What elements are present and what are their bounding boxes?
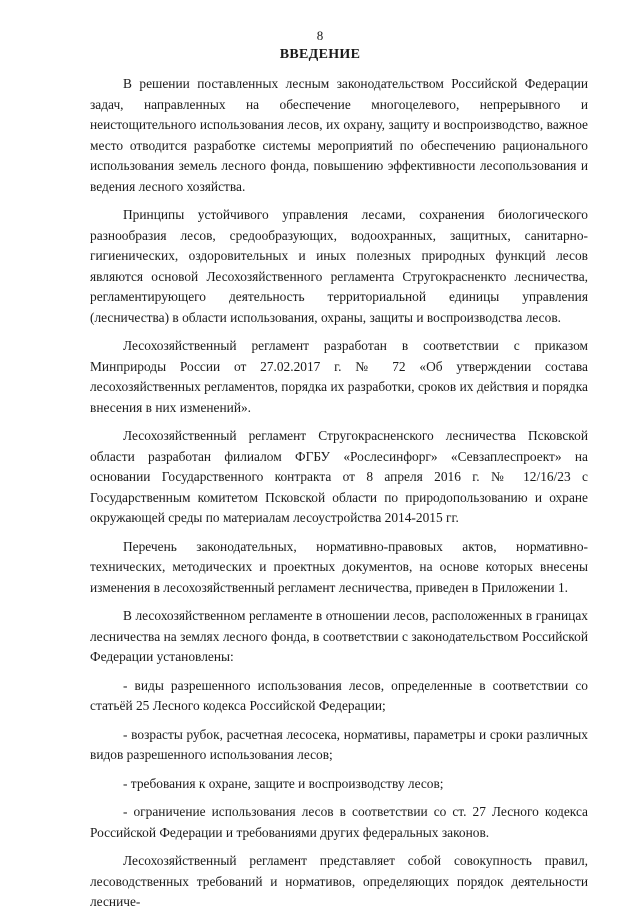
list-item: - возрасты рубок, расчетная лесосека, нормативы, параметры и сроки различных видов разрешенного использования лесов;	[90, 726, 588, 762]
paragraph: Принципы устойчивого управления лесами, сохранения биологического разнообразия лесов, средообразующих, водоохранных, защитных, санитарно-гигиенических, оздоровительных и иных полезных природных функций лесов являются основой Лесохозяйственного регламента Стругокрасненкто лесничества, регламентирующего деятельность территориальной единицы управления (лесничества) в области использования, охраны, защиты и воспроизводства лесов.	[90, 207, 588, 325]
paragraph: В лесохозяйственном регламенте в отношении лесов, расположенных в границах лесничества на землях лесного фонда, в соответствии с законодательством Российской Федерации установлены:	[90, 608, 588, 664]
list-item: - требования к охране, защите и воспроизводству лесов;	[123, 775, 444, 791]
list-item: - виды разрешенного использования лесов, определенные в соответствии со статьёй 25 Лесного кодекса Российской Федерации;	[90, 677, 588, 713]
paragraph: Лесохозяйственный регламент Стругокрасненского лесничества Псковской области разработан филиалом ФГБУ «Рослесинфорг» «Севзаплеспроект» на основании Государственного контракта от 8 апреля 2016 г. № 12/16/23 с Государственным комитетом Псковской области по природопользованию и охране окружающей среды по материалам лесоустройства 2014-2015 гг.	[90, 428, 588, 525]
paragraph: Перечень законодательных, нормативно-правовых актов, нормативно-технических, методических и проектных документов, на основе которых внесены изменения в лесохозяйственный регламент лесничества, приведен в Приложении 1.	[90, 538, 588, 595]
body-text	[90, 74, 588, 921]
page-number: 8	[316, 28, 324, 43]
list-item: - ограничение использования лесов в соответствии со ст. 27 Лесного кодекса Российской Федерации и требованиями других федеральных законов.	[90, 804, 588, 840]
section-title: ВВЕДЕНИЕ	[279, 47, 361, 62]
paragraph: Лесохозяйственный регламент разработан в соответствии с приказом Минприроды России от 27.02.2017 г. № 72 «Об утверждении состава лесохозяйственных регламентов, порядка их разработки, сроков их действия и порядка внесения в них изменений».	[90, 338, 588, 415]
paragraph: Лесохозяйственный регламент представляет собой совокупность правил, лесоводственных требований и нормативов, определяющих порядок деятельности лесниче-	[90, 853, 588, 909]
paragraph: В решении поставленных лесным законодательством Российской Федерации задач, направленных на обеспечение многоцелевого, непрерывного и неистощительного использования лесов, их охрану, защиту и воспроизводство, важное место отводится разработке системы мероприятий по обеспечению рационального использования земель лесного фонда, повышению эффективности лесопользования и ведения лесного хозяйства.	[90, 76, 588, 194]
